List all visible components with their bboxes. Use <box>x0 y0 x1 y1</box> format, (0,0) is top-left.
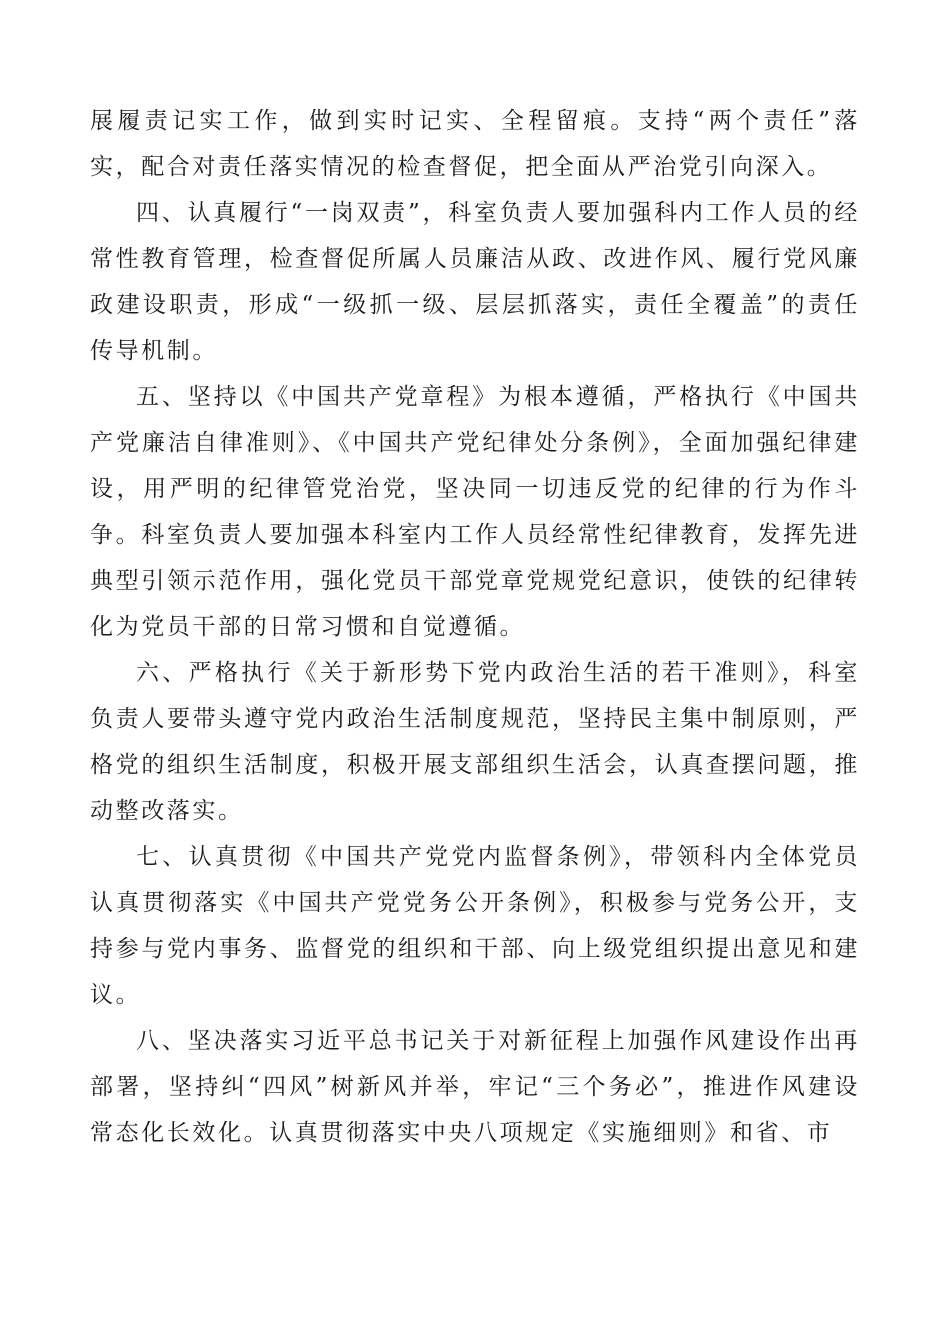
paragraph-item-4: 四、认真履行“一岗双责”，科室负责人要加强科内工作人员的经常性教育管理，检查督促所属人员廉洁从政、改进作风、履行党风廉政建设职责，形成“一级抓一级、层层抓落实，责任全覆盖”的责任传导机制。 <box>90 200 860 364</box>
paragraph-item-5: 五、坚持以《中国共产党章程》为根本遵循，严格执行《中国共产党廉洁自律准则》、《中国共产党纪律处分条例》，全面加强纪律建设，用严明的纪律管党治党，坚决同一切违反党的纪律的行为作斗争。科室负责人要加强本科室内工作人员经常性纪律教育，发挥先进典型引领示范作用，强化党员干部党章党规党纪意识，使铁的纪律转化为党员干部的日常习惯和自觉遵循。 <box>90 384 860 640</box>
paragraph-item-6: 六、严格执行《关于新形势下党内政治生活的若干准则》，科室负责人要带头遵守党内政治生活制度规范，坚持民主集中制原则，严格党的组织生活制度，积极开展支部组织生活会，认真查摆问题，推动整改落实。 <box>90 660 860 824</box>
paragraph-item-7: 七、认真贯彻《中国共产党党内监督条例》，带领科内全体党员认真贯彻落实《中国共产党党务公开条例》，积极参与党务公开，支持参与党内事务、监督党的组织和干部、向上级党组织提出意见和建议。 <box>90 844 860 1008</box>
document-body <box>90 98 860 1156</box>
paragraph-continuation: 展履责记实工作，做到实时记实、全程留痕。支持“两个责任”落实，配合对责任落实情况的检查督促，把全面从严治党引向深入。 <box>90 108 860 180</box>
paragraph-item-8: 八、坚决落实习近平总书记关于对新征程上加强作风建设作出再部署，坚持纠“四风”树新风并举，牢记“三个务必”，推进作风建设常态化长效化。认真贯彻落实中央八项规定《实施细则》和省、市 <box>90 1028 860 1146</box>
